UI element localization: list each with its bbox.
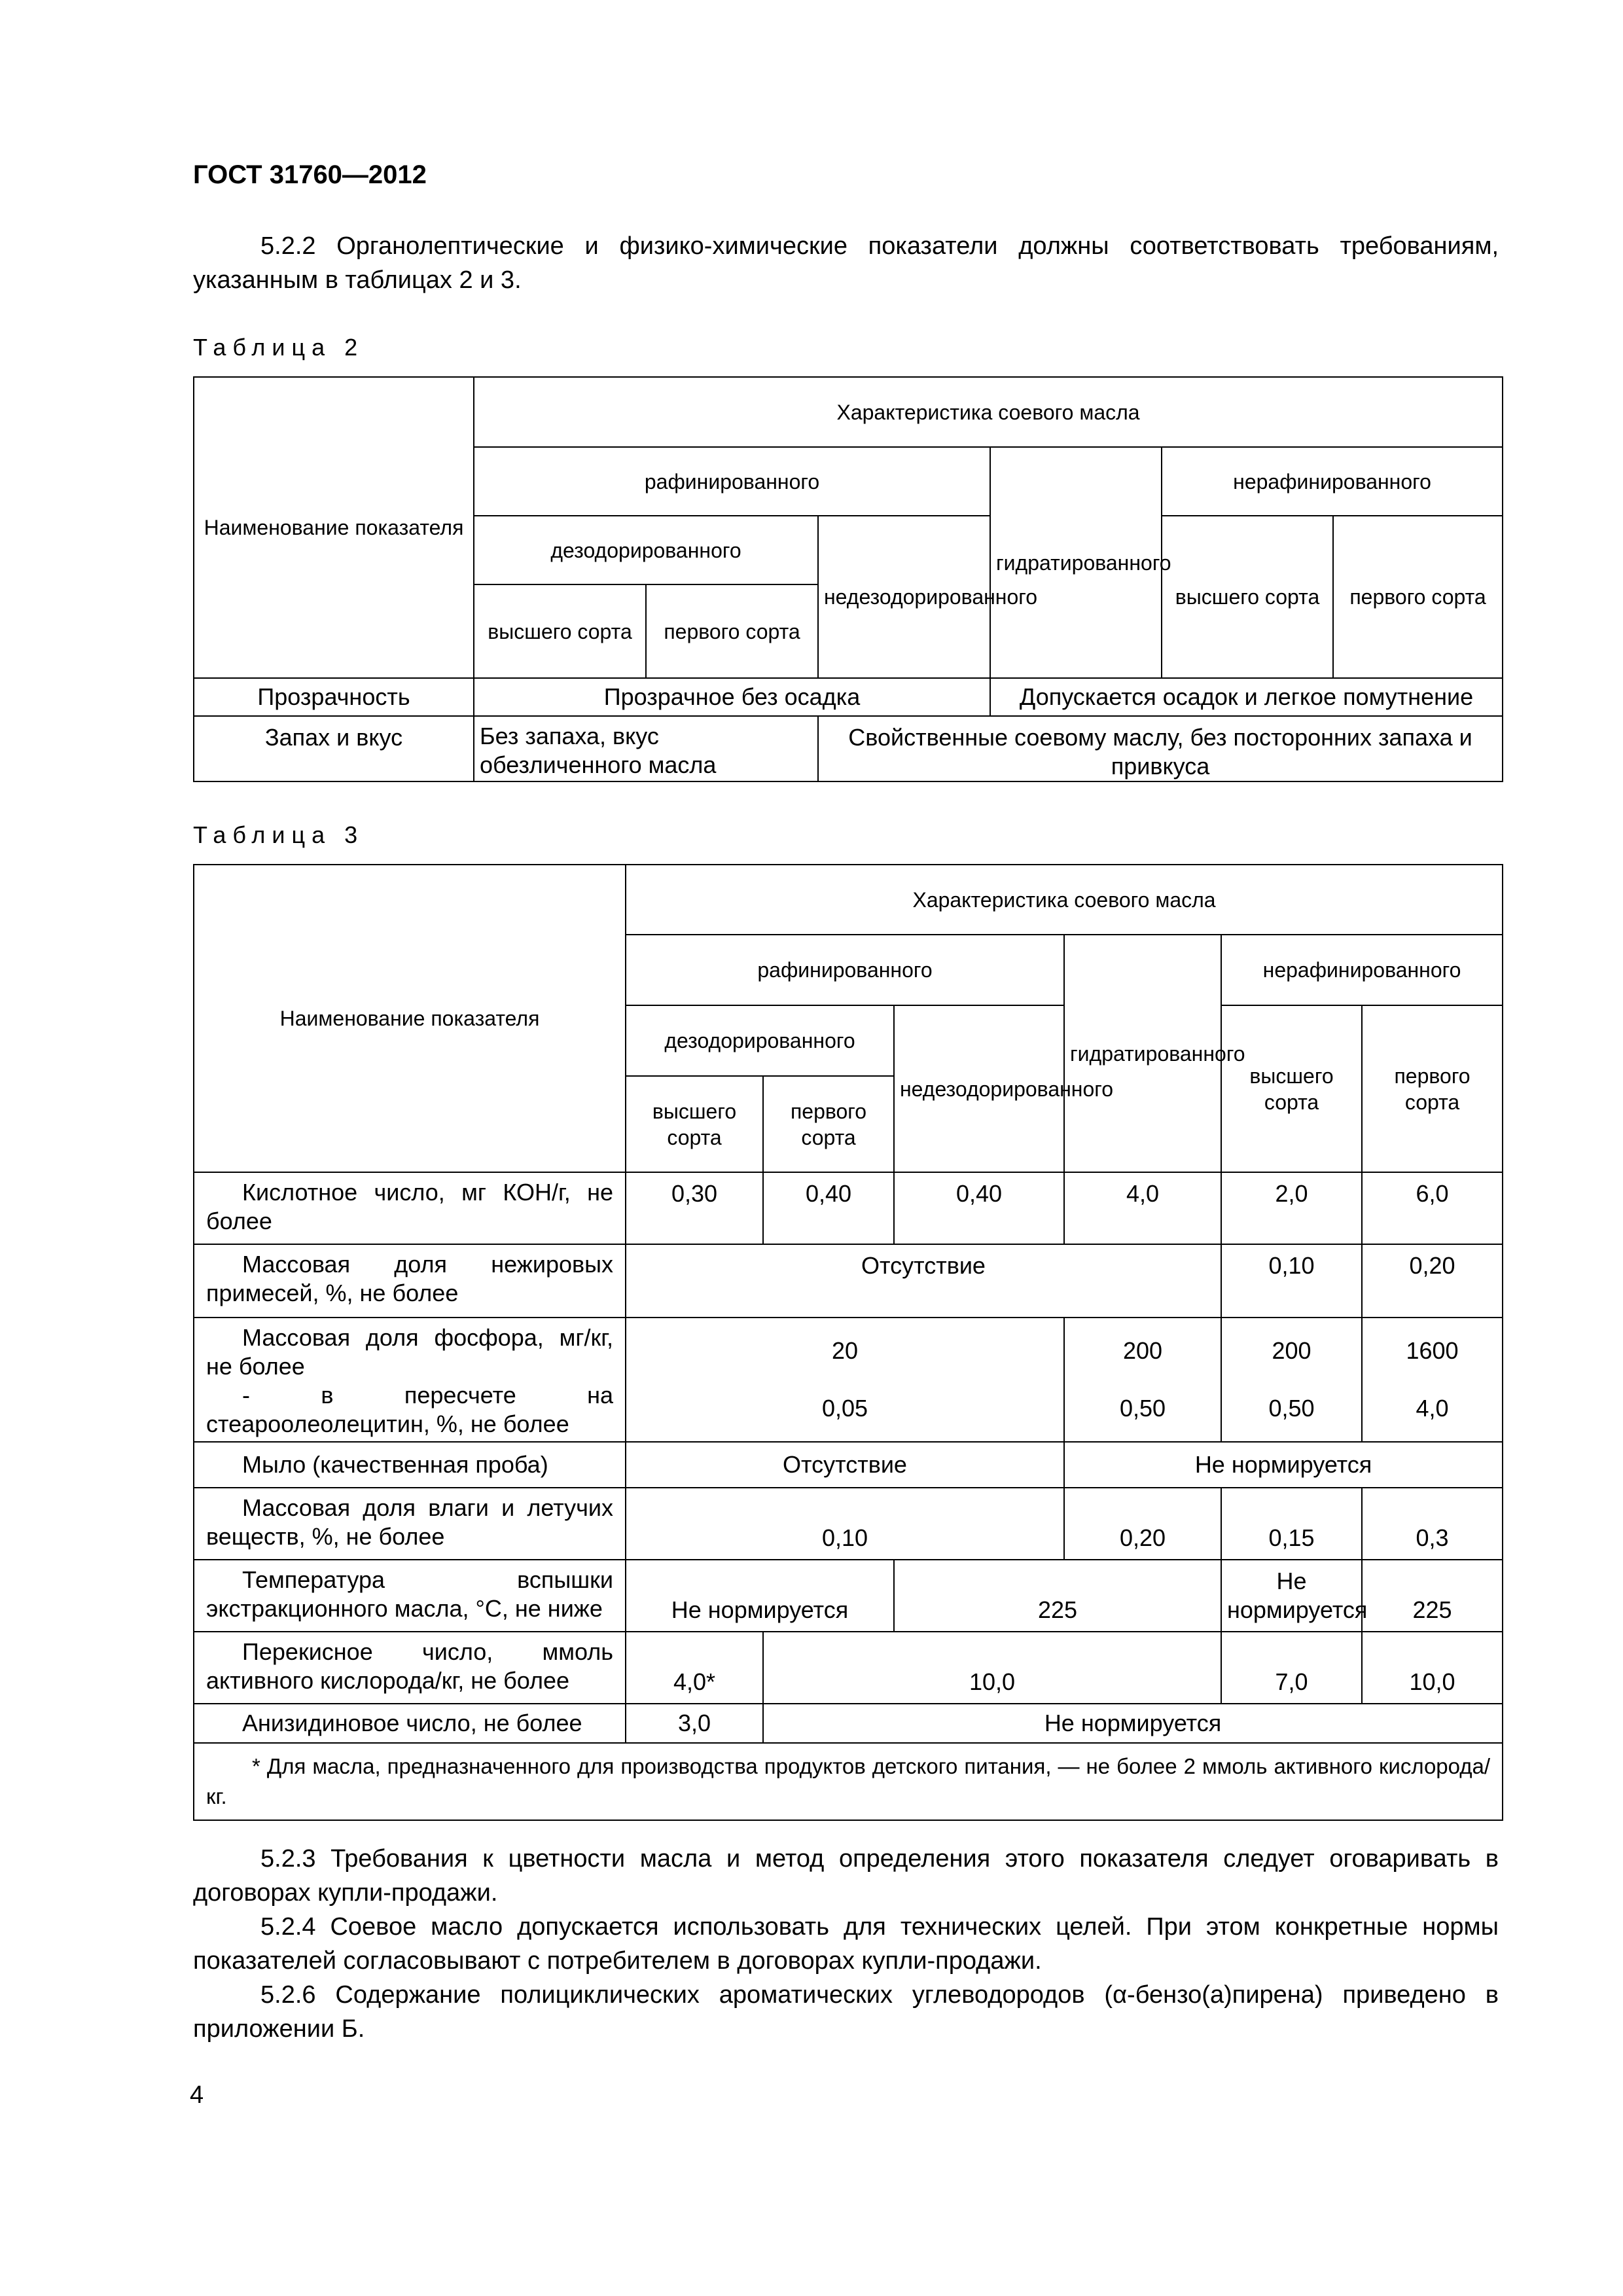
header-unrefined-highest: высшего сорта xyxy=(1162,516,1333,678)
paragraph-text: 5.2.6 Содержание полициклических ароматических углеводородов (α-бензо(а)пирена) приведено в приложении Б. xyxy=(193,1981,1499,2043)
cell-soap-refined: Отсутствие xyxy=(626,1442,1064,1488)
row-subname-lecithin: - в пересчете на стеароолеолецитин, %, не более xyxy=(206,1382,613,1437)
cell-lecithin-unrefined-first: 4,0 xyxy=(1416,1395,1449,1422)
cell-impurities-refined-hydrated: Отсутствие xyxy=(626,1244,1221,1318)
paragraph-5-2-4 xyxy=(193,1910,1499,1978)
header-refined: рафинированного xyxy=(626,935,1064,1005)
cell-phosphorus-unrefined-first: 1600 4,0 xyxy=(1362,1318,1503,1442)
row-name-odor-taste: Запах и вкус xyxy=(194,716,474,781)
header-characteristic: Характеристика соевого масла xyxy=(626,865,1503,935)
header-non-deodorized: недезодорированного xyxy=(818,516,990,678)
cell-phosphorus-hydrated: 200 0,50 xyxy=(1064,1318,1221,1442)
paragraph-5-2-6 xyxy=(193,1978,1499,2046)
header-indicator-name: Наименование показателя xyxy=(194,865,626,1172)
row-name-acid-number: Кислотное число, мг КОН/г, не более xyxy=(194,1172,626,1244)
cell-flash-deodorized: Не нормируется xyxy=(626,1560,894,1632)
cell-flash-unrefined-first: 225 xyxy=(1362,1560,1503,1632)
cell-odor-other: Свойственные соевому маслу, без посторонних запаха и привкуса xyxy=(818,716,1503,781)
cell-acid-unrefined-highest: 2,0 xyxy=(1221,1172,1362,1244)
paragraph-text: 5.2.4 Соевое масло допускается использовать для технических целей. При этом конкретные нормы показателей согласовывают с потребителем в договорах купли-продажи. xyxy=(193,1913,1499,1975)
table-3 xyxy=(193,864,1503,1821)
header-hydrated: гидратированного xyxy=(990,447,1162,678)
cell-impurities-unrefined-first: 0,20 xyxy=(1362,1244,1503,1318)
cell-flash-non-deodorized-hydrated: 225 xyxy=(894,1560,1221,1632)
cell-peroxide-deodorized-highest: 4,0* xyxy=(626,1632,763,1704)
cell-anisidine-deodorized-highest: 3,0 xyxy=(626,1704,763,1743)
header-unrefined: нерафинированного xyxy=(1221,935,1503,1005)
header-unrefined-first: первого сорта xyxy=(1333,516,1503,678)
cell-peroxide-unrefined-highest: 7,0 xyxy=(1221,1632,1362,1704)
paragraph-5-2-2 xyxy=(193,229,1499,297)
table2-caption: Таблица 2 xyxy=(193,334,365,361)
header-deodorized-highest: высшего сорта xyxy=(626,1076,763,1172)
header-unrefined-first: первого сорта xyxy=(1362,1005,1503,1172)
row-name-flash-point: Температура вспышки экстракционного масла, °С, не ниже xyxy=(194,1560,626,1632)
cell-peroxide-middle: 10,0 xyxy=(763,1632,1221,1704)
row-name-peroxide: Перекисное число, ммоль активного кислорода/кг, не более xyxy=(194,1632,626,1704)
cell-phosphorus-unrefined-highest: 200 0,50 xyxy=(1221,1318,1362,1442)
cell-acid-deodorized-first: 0,40 xyxy=(763,1172,894,1244)
row-name-transparency: Прозрачность xyxy=(194,678,474,716)
header-non-deodorized: недезодорированного xyxy=(894,1005,1064,1172)
cell-transparency-other: Допускается осадок и легкое помутнение xyxy=(990,678,1503,716)
paragraph-5-2-3 xyxy=(193,1842,1499,1910)
cell-odor-deodorized: Без запаха, вкус обезличенного масла xyxy=(474,716,818,781)
page-number: 4 xyxy=(190,2081,204,2109)
row-name-soap: Мыло (качественная проба) xyxy=(194,1442,626,1488)
cell-moisture-hydrated: 0,20 xyxy=(1064,1488,1221,1560)
paragraph-text: 5.2.3 Требования к цветности масла и метод определения этого показателя следует оговаривать в договорах купли-продажи. xyxy=(193,1845,1499,1907)
cell-lecithin-unrefined-highest: 0,50 xyxy=(1268,1395,1315,1422)
cell-anisidine-other: Не нормируется xyxy=(763,1704,1503,1743)
table3-footnote: * Для масла, предназначенного для производства продуктов детского питания, — не более 2 ммоль активного кислорода/кг. xyxy=(194,1743,1503,1820)
cell-peroxide-unrefined-first: 10,0 xyxy=(1362,1632,1503,1704)
cell-acid-hydrated: 4,0 xyxy=(1064,1172,1221,1244)
header-unrefined-highest: высшего сорта xyxy=(1221,1005,1362,1172)
header-deodorized: дезодорированного xyxy=(474,516,818,584)
header-indicator-name: Наименование показателя xyxy=(194,377,474,678)
row-name-impurities: Массовая доля нежировых примесей, %, не более xyxy=(194,1244,626,1318)
header-unrefined: нерафинированного xyxy=(1162,447,1503,516)
header-refined: рафинированного xyxy=(474,447,990,516)
header-deodorized: дезодорированного xyxy=(626,1005,894,1076)
row-name-phosphorus: Массовая доля фосфора, мг/кг, не более - в пересчете на стеароолеолецитин, %, не более xyxy=(194,1318,626,1442)
cell-acid-unrefined-first: 6,0 xyxy=(1362,1172,1503,1244)
cell-impurities-unrefined-highest: 0,10 xyxy=(1221,1244,1362,1318)
document-header: ГОСТ 31760—2012 xyxy=(193,160,427,189)
cell-flash-unrefined-highest: Не нормируется xyxy=(1221,1560,1362,1632)
table3-caption: Таблица 3 xyxy=(193,821,365,848)
cell-acid-non-deodorized: 0,40 xyxy=(894,1172,1064,1244)
header-characteristic: Характеристика соевого масла xyxy=(474,377,1503,447)
row-name-moisture: Массовая доля влаги и летучих веществ, %, не более xyxy=(194,1488,626,1560)
cell-lecithin-refined: 0,05 xyxy=(821,1395,868,1422)
cell-lecithin-hydrated: 0,50 xyxy=(1119,1395,1166,1422)
cell-acid-deodorized-highest: 0,30 xyxy=(626,1172,763,1244)
table-2 xyxy=(193,376,1503,782)
cell-soap-other: Не нормируется xyxy=(1064,1442,1503,1488)
header-deodorized-first: первого сорта xyxy=(763,1076,894,1172)
header-deodorized-highest: высшего сорта xyxy=(474,584,646,678)
cell-moisture-unrefined-highest: 0,15 xyxy=(1221,1488,1362,1560)
header-deodorized-first: первого сорта xyxy=(646,584,818,678)
row-name-anisidine: Анизидиновое число, не более xyxy=(194,1704,626,1743)
cell-phosphorus-refined: 20 0,05 xyxy=(626,1318,1064,1442)
cell-transparency-refined: Прозрачное без осадка xyxy=(474,678,990,716)
paragraph-text: 5.2.2 Органолептические и физико-химические показатели должны соответствовать требованиям, указанным в таблицах 2 и 3. xyxy=(193,232,1499,294)
cell-moisture-refined: 0,10 xyxy=(626,1488,1064,1560)
cell-moisture-unrefined-first: 0,3 xyxy=(1362,1488,1503,1560)
header-hydrated: гидратированного xyxy=(1064,935,1221,1172)
